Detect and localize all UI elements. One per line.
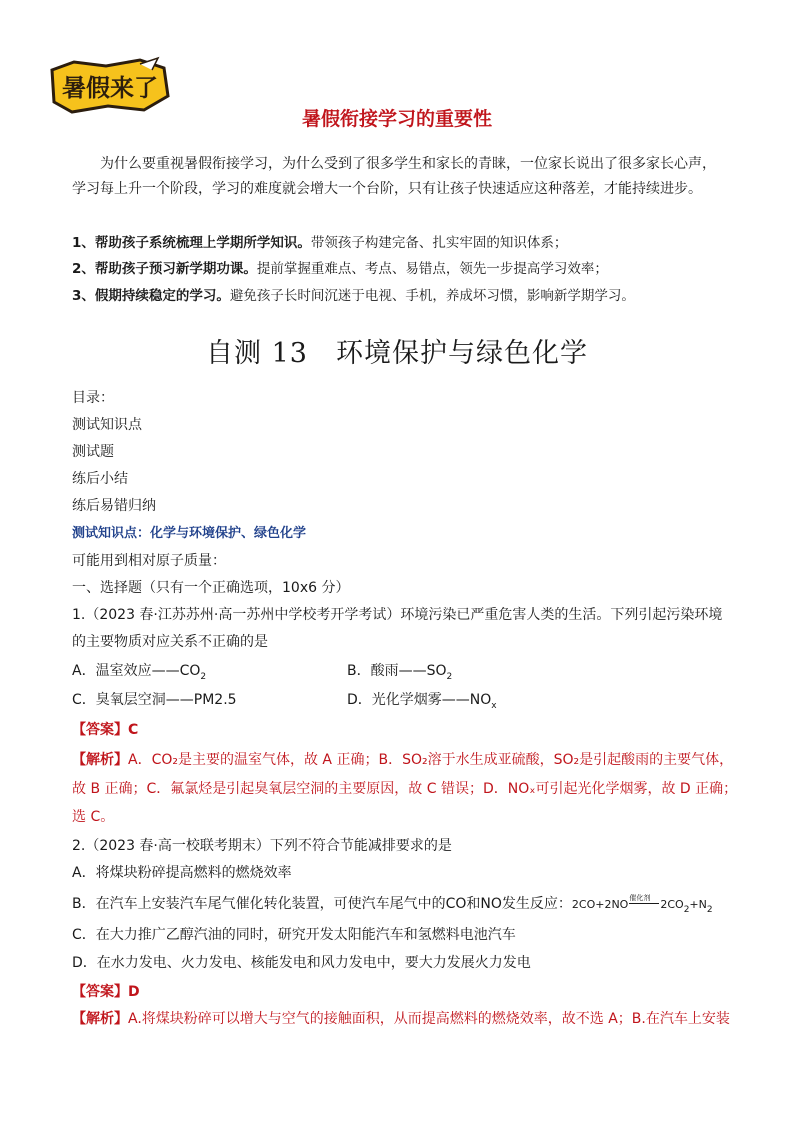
q2-stem: 2.（2023 春·高一校联考期末）下列不符合节能减排要求的是 [72,838,452,854]
toc-item: 练后小结 [72,471,128,487]
toc-item: 测试题 [72,444,114,460]
point-3-text: 避免孩子长时间沉迷于电视、手机，养成坏习惯，影响新学期学习。 [229,288,635,304]
q2-option-c: C．在大力推广乙醇汽油的同时，研究开发太阳能汽车和氢燃料电池汽车 [72,927,516,943]
main-title: 自测 13 环境保护与绿色化学 [206,338,588,369]
point-2-text: 提前掌握重难点、考点、易错点，领先一步提高学习效率； [256,261,608,277]
knowledge-point: 测试知识点：化学与环境保护、绿色化学 [72,526,307,541]
point-1-bold: 1、帮助孩子系统梳理上学期所学知识。 [72,235,311,251]
q1-option-b: B．酸雨$——SO_2$ [347,663,453,682]
toc-item: 练后易错归纳 [72,498,156,514]
q1-stem-line2: 的主要物质对应关系不正确的是 [72,634,268,650]
reaction-arrow: 催化剂 [629,898,659,908]
q2-option-b: B．在汽车上安装汽车尾气催化转化装置，可使汽车尾气中的CO和NO发生反应：2CO+2NO 催化剂 $2CO_2+N_2$ [72,894,713,915]
q1-option-d: D．光化学烟雾$——NO_x$ [347,692,497,711]
point-2 [72,259,732,279]
intro-paragraph: 为什么要重视暑假衔接学习，为什么受到了很多学生和家长的青睐，一位家长说出了很多家长心声，学习每上升一个阶段，学习的难度就会增大一个台阶，只有让孩子快速适应这种落差，才能持续进步。 [72,156,716,197]
point-3-bold: 3、假期持续稳定的学习。 [72,288,230,304]
point-2-bold: 2、帮助孩子预习新学期功课。 [72,261,257,277]
point-1-text: 带领孩子构建完备、扎实牢固的知识体系； [310,235,568,251]
q2-analysis-line1: 【解析】A.将煤块粉碎可以增大与空气的接触面积，从而提高燃料的燃烧效率，故不选 A；B.在汽车上安装 [72,1011,730,1027]
point-1 [72,233,732,253]
q2-answer: 【答案】D [72,984,140,1000]
toc-heading: 目录： [72,390,114,406]
q2-option-d: D．在水力发电、火力发电、核能发电和风力发电中，要大力发展火力发电 [72,955,531,971]
q2-option-a: A．将煤块粉碎提高燃料的燃烧效率 [72,865,292,881]
banner-title: 暑假衔接学习的重要性 [301,108,492,130]
atomic-mass-label: 可能用到相对原子质量： [72,553,226,569]
section-heading: 一、选择题（只有一个正确选项，10x6 分） [72,580,350,596]
q1-option-a: A．温室效应$——CO_2$ [72,663,207,682]
q1-stem-line1: 1.（2023 春·江苏苏州·高一苏州中学校考开学考试）环境污染已严重危害人类的生活。下列引起污染环境 [72,607,723,623]
logo-text: 暑假来了 [62,74,158,102]
q1-analysis-line1: 【解析】A．CO₂是主要的温室气体，故 A 正确；B．SO₂溶于水生成亚硫酸，SO₂是引起酸雨的主要气体， [72,752,734,768]
toc-item: 测试知识点 [72,417,142,433]
q1-option-c: C．臭氧层空洞——PM2.5 [72,692,237,708]
q1-analysis-line2: 故 B 正确；C．氟氯烃是引起臭氧层空洞的主要原因，故 C 错误；D．NOₓ可引起光化学烟雾，故 D 正确； [72,781,738,797]
point-3 [72,286,732,306]
q1-answer: 【答案】C [72,722,139,738]
q1-analysis-line3: 选 C。 [72,809,115,825]
